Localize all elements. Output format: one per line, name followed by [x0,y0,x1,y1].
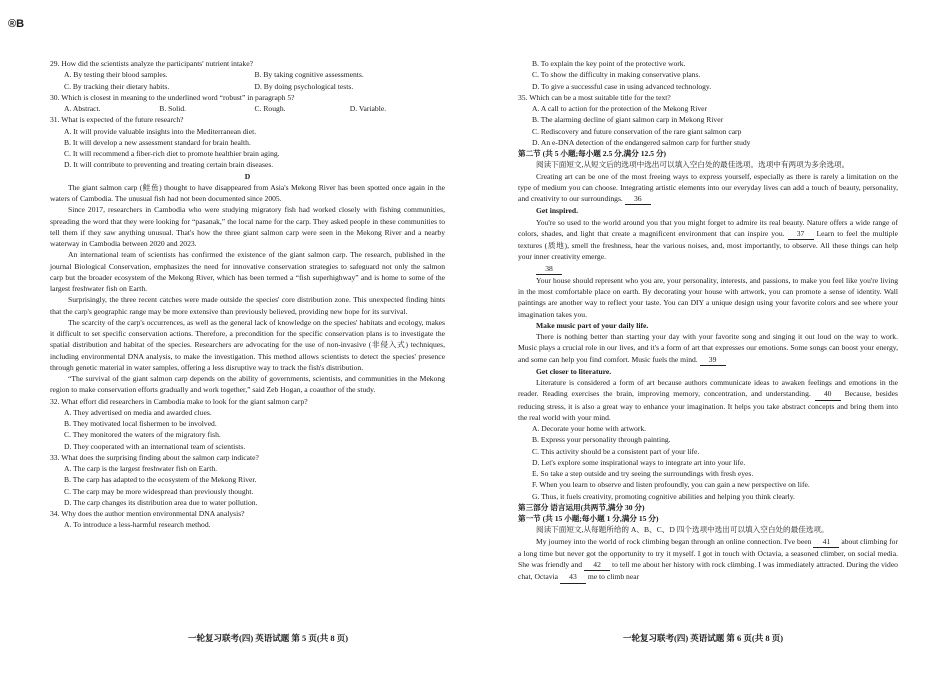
page-footer-right: 一轮复习联考(四) 英语试题 第 6 页(共 8 页) [623,633,784,643]
option: D. By doing psychological tests. [254,81,354,91]
passage-paragraph: Since 2017, researchers in Cambodia who were studying migratory fish had worked closely with fishing communities, spreading the word that they were looking for “pasanak,” the local name for the carp. They asked people in these communities to tell them if they saw anything unusual. That's how the three giant salmon carp were seen in the Mekong River and a nearby waterway in Cambodia between 2020 and 2023. [50,205,445,248]
option: B. The carp has adapted to the ecosystem of the Mekong River. [64,475,257,485]
option: B. By taking cognitive assessments. [254,70,364,80]
blank-40: 40 [815,388,841,400]
option: D. Variable. [349,104,387,113]
option: C. Rough. [254,104,286,113]
text: There is nothing better than starting your day with your favorite song and singing it out loud on the way to work. Music plays a crucial role in our lives, and it's a form of art that expresses our emotions. Some songs can boost your energy, and some can help you find comfort. Music fuels the mind. [518,332,898,364]
text-paragraph [518,217,898,263]
option: A. Abstract. [64,104,101,113]
option: D. They cooperated with an international team of scientists. [64,441,246,451]
choice: E. So take a step outside and try seeing the surroundings with fresh eyes. [532,469,754,478]
q31-stem: 31. What is expected of the future research? [50,115,184,125]
right-column [518,58,898,584]
section2-instruction: 阅读下面短文,从短文后的选项中选出可以填入空白处的最佳选项。选项中有两项为多余选项。 [536,160,850,170]
section1-title: 第一节 (共 15 小题;每小题 1 分,满分 15 分) [518,514,659,523]
option: A. It will provide valuable insights into the Mediterranean diet. [64,126,257,136]
option: A. The carp is the largest freshwater fish on Earth. [64,464,218,473]
option: D. The carp changes its distribution area due to water pollution. [64,497,258,507]
blank-41: 41 [813,536,839,548]
q33-stem: 33. What does the surprising finding about the salmon carp indicate? [50,452,259,462]
option: B. It will develop a new assessment standard for brain health. [64,137,251,147]
text-paragraph [518,331,898,366]
passage-paragraph: The giant salmon carp (鲑鱼) thought to have disappeared from Asia's Mekong River has been spotted once again in the waters of Cambodia. The unusual fish had not been documented since 2005. [50,182,445,203]
blank-line [518,263,898,275]
option: C. By tracking their dietary habits. [64,81,170,91]
text-paragraph [518,171,898,206]
q29-stem: 29. How did the scientists analyze the participants' nutrient intake? [50,59,253,68]
option: C. They monitored the waters of the migratory fish. [64,430,221,440]
passage-paragraph: An international team of scientists has confirmed the existence of the giant salmon carp. The research, published in the journal Biological Conservation, emphasizes the need for innovative conservation strategies to safeguard not only the salmon carp but the broader ecosystem of the Mekong River, which has been termed a “fish superhighway” and is home to some of the largest freshwater fish on Earth. [50,250,445,293]
q29-options [50,69,445,92]
choice: A. Decorate your home with artwork. [532,424,647,433]
left-column [50,58,445,531]
subheading: Get closer to literature. [536,366,612,376]
option: B. Solid. [159,104,187,113]
option: A. A call to action for the protection of the Mekong River [532,104,708,113]
option: A. To introduce a less-harmful research method. [64,520,211,530]
option: B. The alarming decline of giant salmon carp in Mekong River [532,115,724,125]
q30-options [50,103,445,114]
section2-title: 第二节 (共 5 小题;每小题 2.5 分,满分 12.5 分) [518,149,667,158]
choice: D. Let's explore some inspirational ways to integrate art into your life. [532,457,746,467]
q34-stem: 34. Why does the author mention environmental DNA analysis? [50,509,245,518]
passage-paragraph: The scarcity of the carp's occurrences, as well as the general lack of knowledge on the species' habitats and ecology, makes it difficult to set specific conservation actions. Therefore, a precondition for the specific conservation plans is to investigate the spatial distribution and habitat of the species. Researchers are advocating for the use of non-invasive (非侵入式) techniques, including environmental DNA analysis, to make the investigation. This method allows scientists to detect the species' presence through genetic material in water samples, offering a less disruptive way to track the fish's distribution. [50,317,445,372]
blank-36: 36 [625,193,651,205]
passage-paragraph: Surprisingly, the three recent catches were made outside the species' core distribution zone. This unexpected finding hints that the carp's geographic range may be more extensive than previously believed, providing new hope for its survival. [50,295,445,316]
choice: F. When you learn to observe and listen profoundly, you can gain a new perspective on life. [532,480,810,490]
text: You're so used to the world around you that you might forget to admire its real beauty. Nature offers a wide range of colors, shades, and light that create a magnificent environment that can inspire you. [518,217,898,238]
text: Learn to feel the multiple textures (质地), smell the freshness, hear the various noises, and, most importantly, to observe. All these things can help your inner creativity emerge. [518,228,898,262]
choice: C. This activity should be a consistent part of your life. [532,446,700,456]
text-paragraph [518,377,898,423]
subheading: Get inspired. [536,206,579,216]
option: C. Rediscovery and future conservation of the rare giant salmon carp [532,126,742,136]
option: C. The carp may be more widespread than previously thought. [64,486,254,496]
option: A. By testing their blood samples. [64,70,168,80]
option: B. They motivated local fishermen to be involved. [64,419,217,428]
option: A. They advertised on media and awarded clues. [64,407,212,417]
section1-instruction: 阅读下面短文,从每题所给的 A、B、C、D 四个选项中选出可以填入空白处的最佳选项。 [536,525,829,535]
text-paragraph: Your house should represent who you are, your personality, interests, and passions, to make you feel like you're living in the most comfortable place on earth. By decorating your house with artwork, you can promote a sense of identity. Wall paintings are another way to reflect your taste. You can DIY a unique design using your favorite colors and see where your imagination takes you. [518,275,898,319]
text: me to climb near [587,572,640,582]
subheading: Make music part of your daily life. [536,320,649,330]
option: C. To show the difficulty in making conservative plans. [532,70,701,80]
option: B. To explain the key point of the protective work. [532,59,686,68]
text: Creating art can be one of the most freeing ways to express yourself, especially as there is rarely a limitation on the type of medium you can choose. Integrating artistic elements into our everyday lives can add a touch of beauty, personality, and creativity to our surroundings. [518,171,898,203]
text: My journey into the world of rock climbing began through an online connection. I've been [536,536,812,546]
page-footer-left: 一轮复习联考(四) 英语试题 第 5 页(共 8 页) [188,633,349,643]
option: D. It will contribute to preventing and treating certain brain diseases. [64,160,274,170]
option: D. An e-DNA detection of the endangered salmon carp for further study [532,137,751,147]
q30-stem: 30. Which is closest in meaning to the underlined word “robust” in paragraph 5? [50,92,295,102]
text: Literature is considered a form of art because authors communicate ideas to awaken feelings and emotions in the reader. Reading exercises the brain, improving memory, concentration, and understanding. [518,378,898,399]
passage-letter: D [244,171,251,181]
text: to tell me about her history with rock climbing. I was immediately attracted. During the video chat, Octavia [518,560,898,582]
cloze-paragraph [518,536,898,584]
option: C. It will recommend a fiber-rich diet to promote healthier brain aging. [64,149,280,158]
passage-paragraph: “The survival of the giant salmon carp depends on the ability of governments, scientists, and communities in the Mekong region to make conservation efforts gradually and work together,” said Zeb Hogan, a coauthor of the study. [50,374,445,395]
option: D. To give a successful case in using advanced technology. [532,81,712,91]
blank-39: 39 [700,354,726,366]
blank-37: 37 [788,228,814,240]
blank-38: 38 [536,263,562,275]
blank-42: 42 [584,559,610,571]
choice: G. Thus, it fuels creativity, promoting cognitive abilities and helping you think clearly. [532,491,795,501]
part3-title: 第三部分 语言运用(共两节,满分 30 分) [518,502,645,512]
text: about climbing for a long time but never got the opportunity to try it myself. I got in touch with Octavia, a seasoned climber, on social media. She was friendly and [518,536,898,569]
corner-mark: ®B [8,18,25,30]
q35-stem: 35. Which can be a most suitable title for the text? [518,92,671,102]
q32-stem: 32. What effort did researchers in Cambodia make to look for the giant salmon carp? [50,396,308,406]
text: Because, besides reducing stress, it is also a great way to enhance your imagination. It helps you take abstract concepts and bring them into the real world with your mind. [518,389,898,422]
blank-43: 43 [560,571,586,583]
choice: B. Express your personality through painting. [532,435,671,445]
